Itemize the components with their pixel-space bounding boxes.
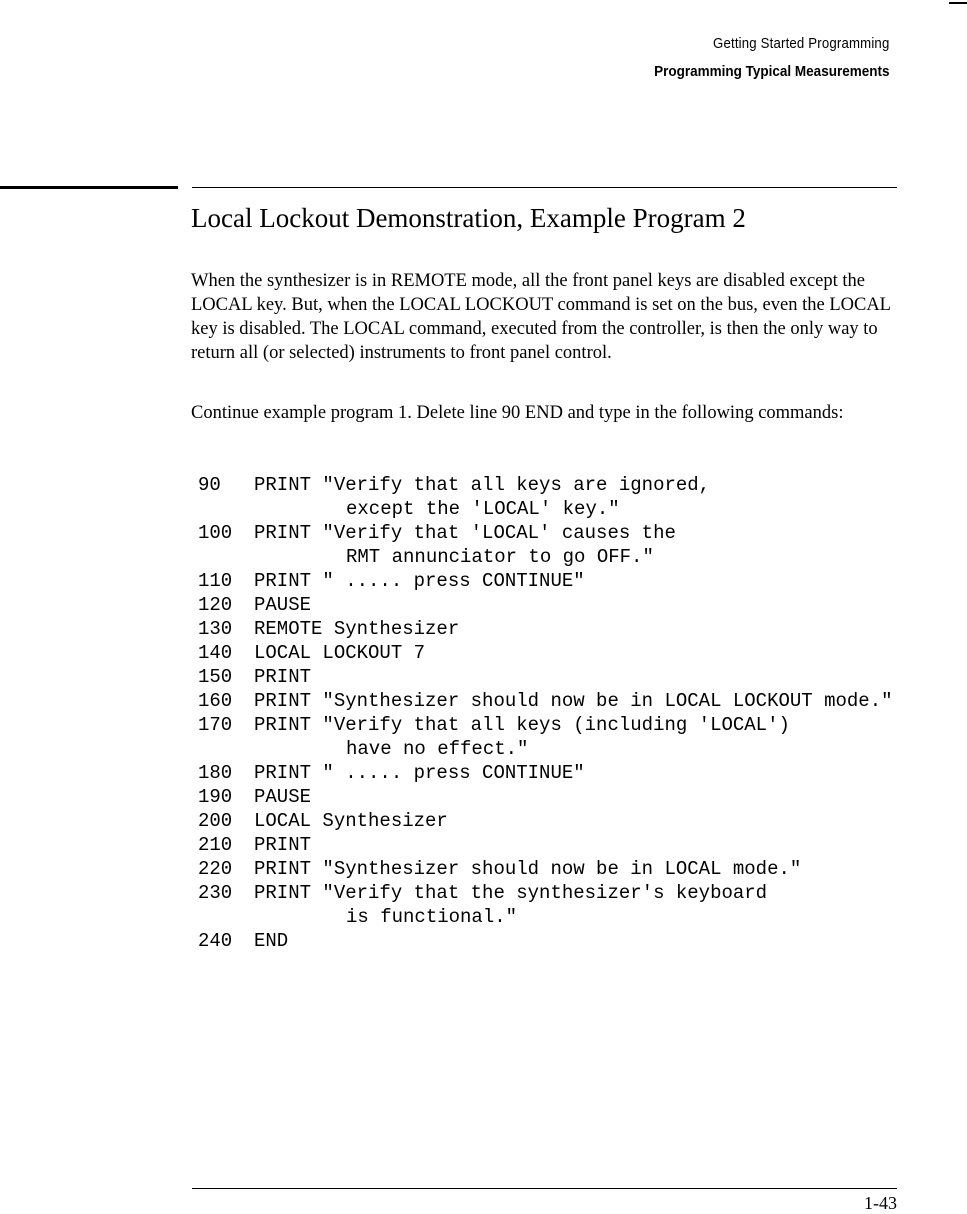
code-line-text: LOCAL LOCKOUT 7	[254, 642, 426, 664]
code-line-number: 130	[198, 618, 233, 640]
code-line-number: 180	[198, 762, 233, 784]
code-line-text: PRINT "Verify that 'LOCAL' causes the	[254, 522, 676, 544]
code-line	[198, 857, 893, 881]
code-line	[198, 473, 893, 497]
code-line-text: PAUSE	[254, 786, 312, 808]
code-line-text: PRINT "Verify that all keys are ignored,	[254, 474, 711, 496]
code-line-number: 200	[198, 810, 233, 832]
code-line-number: 140	[198, 642, 233, 664]
code-line-text: PRINT " ..... press CONTINUE"	[254, 762, 585, 784]
code-line	[198, 665, 893, 689]
code-line	[198, 641, 893, 665]
section-rule-thin	[192, 187, 897, 188]
code-line	[198, 881, 893, 905]
code-line-number: 120	[198, 594, 233, 616]
code-line	[198, 617, 893, 641]
code-line-number: 190	[198, 786, 233, 808]
code-line	[198, 521, 893, 545]
code-line-text: LOCAL Synthesizer	[254, 810, 448, 832]
running-head-chapter: Getting Started Programming	[712, 35, 889, 52]
code-line-text: PRINT "Verify that all keys (including 'LOCAL')	[254, 714, 790, 736]
code-line-continuation: RMT annunciator to go OFF."	[346, 546, 654, 568]
code-line-number: 100	[198, 522, 233, 544]
code-line-text: PAUSE	[254, 594, 312, 616]
code-line-text: PRINT "Verify that the synthesizer's keyboard	[254, 882, 768, 904]
code-line	[198, 593, 893, 617]
code-line-text: PRINT	[254, 834, 312, 856]
code-line-number: 90	[198, 474, 221, 496]
code-line-number: 220	[198, 858, 233, 880]
section-rule-thick	[0, 186, 178, 189]
code-listing	[198, 473, 893, 953]
section-title: Local Lockout Demonstration, Example Program 2	[191, 203, 746, 233]
code-line-text: PRINT	[254, 666, 312, 688]
code-line-continuation: have no effect."	[346, 738, 529, 760]
instruction-paragraph: Continue example program 1. Delete line 90 END and type in the following commands:	[191, 403, 844, 423]
code-line-number: 230	[198, 882, 233, 904]
code-line-number: 210	[198, 834, 233, 856]
code-line-number: 240	[198, 930, 233, 952]
code-line	[198, 833, 893, 857]
code-line-continuation: is functional."	[346, 906, 518, 928]
page-number: 1-43	[864, 1193, 897, 1213]
code-line-text: END	[254, 930, 289, 952]
code-line-number: 150	[198, 666, 233, 688]
code-line	[198, 569, 893, 593]
code-line	[198, 809, 893, 833]
footer-rule	[192, 1188, 897, 1189]
code-line-text: PRINT " ..... press CONTINUE"	[254, 570, 585, 592]
code-line-text: PRINT "Synthesizer should now be in LOCAL LOCKOUT mode."	[254, 690, 893, 712]
code-line	[198, 761, 893, 785]
corner-mark	[949, 2, 967, 4]
code-line	[198, 785, 893, 809]
code-line-continuation: except the 'LOCAL' key."	[346, 498, 620, 520]
running-head	[628, 34, 889, 82]
code-line	[198, 713, 893, 737]
code-line-number: 170	[198, 714, 233, 736]
intro-paragraph: When the synthesizer is in REMOTE mode, all the front panel keys are disabled except the LOCAL key. But, when the LOCAL LOCKOUT command is set on the bus, even the LOCAL key is disabled. The LOCAL command, executed from the controller, is then the only way to return all (or selected) instruments to front panel control.	[191, 271, 891, 363]
code-line-text: PRINT "Synthesizer should now be in LOCAL mode."	[254, 858, 802, 880]
code-line-number: 110	[198, 570, 233, 592]
code-line	[198, 689, 893, 713]
code-line-number: 160	[198, 690, 233, 712]
running-head-section: Programming Typical Measurements	[653, 63, 889, 80]
code-line-text: REMOTE Synthesizer	[254, 618, 460, 640]
code-line	[198, 929, 893, 953]
